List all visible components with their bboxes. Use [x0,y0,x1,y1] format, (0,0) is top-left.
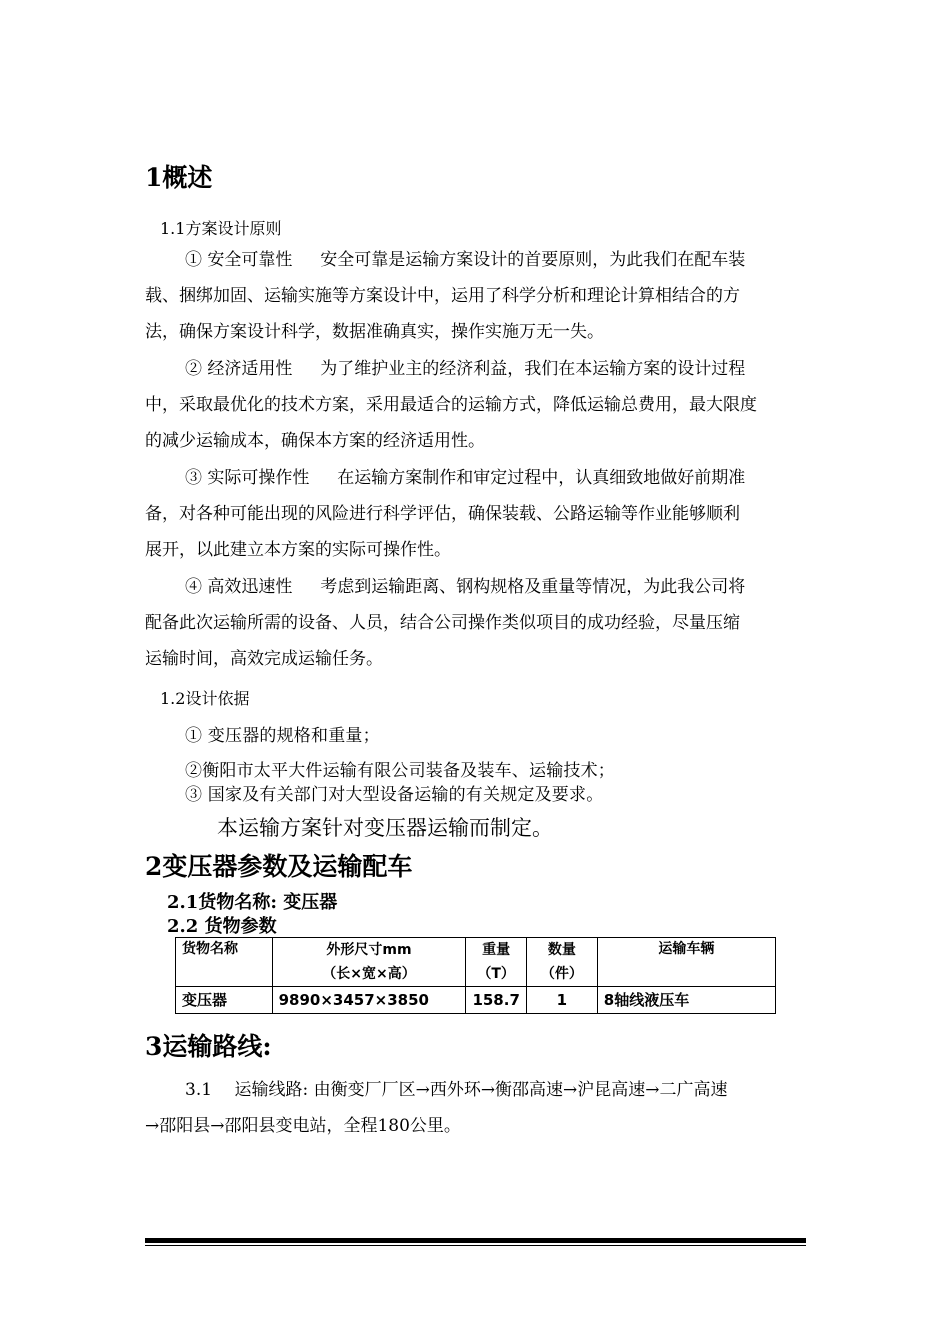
subsection-1-1-title: 1.1方案设计原则 [160,219,282,238]
paragraph-line: ④ 高效迅速性 考虑到运输距离、钢构规格及重量等情况，为此我公司将 [185,577,746,597]
principle-operability-paragraph [145,460,810,568]
paragraph-line: 的减少运输成本，确保本方案的经济适用性。 [145,431,485,451]
footer-rule-thin [145,1245,806,1246]
section-3-title: 3运输路线: [145,1032,272,1061]
paragraph-line: 载、捆绑加固、运输实施等方案设计中，运用了科学分析和理论计算相结合的方 [145,286,740,306]
paragraph-line: 中，采取最优化的技术方案，采用最适合的运输方式，降低运输总费用，最大限度 [145,395,757,415]
header-cell: 运输车辆 [597,938,775,987]
paragraph-line: ① 安全可靠性 安全可靠是运输方案设计的首要原则，为此我们在配车装 [185,250,746,270]
table-header-row [176,938,776,987]
table-cell: 8轴线液压车 [597,987,775,1014]
table-row [176,987,776,1014]
header-cell: 重量 （T） [466,938,526,987]
principle-efficiency-paragraph [145,569,810,677]
paragraph-line: 运输时间，高效完成运输任务。 [145,649,383,669]
table-cell: 9890×3457×3850 [272,987,466,1014]
header-cell: 数量 （件） [526,938,597,987]
paragraph-line: 配备此次运输所需的设备、人员，结合公司操作类似项目的成功经验，尽量压缩 [145,613,740,633]
footer-rule-thick [145,1238,806,1243]
paragraph-line: 展开，以此建立本方案的实际可操作性。 [145,540,451,560]
table-cell: 1 [526,987,597,1014]
paragraph-line: ② 经济适用性 为了维护业主的经济利益，我们在本运输方案的设计过程 [185,359,746,379]
paragraph-line: ③ 实际可操作性 在运输方案制作和审定过程中，认真细致地做好前期准 [185,468,746,488]
subsection-1-2-title: 1.2设计依据 [160,689,250,708]
paragraph-line: 法，确保方案设计科学，数据准确真实，操作实施万无一失。 [145,322,604,342]
header-cell: 货物名称 [176,938,273,987]
subsection-2-2-title: 2.2 货物参数 [167,916,277,937]
table-cell: 158.7 [466,987,526,1014]
section-1-title: 1概述 [145,163,213,192]
cargo-parameters-table [175,937,776,1014]
principle-safety-paragraph [145,242,810,350]
table-cell: 变压器 [176,987,273,1014]
plan-note: 本运输方案针对变压器运输而制定。 [217,816,553,840]
basis-item: ① 变压器的规格和重量； [185,726,380,746]
header-cell: 外形尺寸mm （长×宽×高） [272,938,466,987]
subsection-2-1-title: 2.1货物名称: 变压器 [167,892,338,913]
section-2-title: 2变压器参数及运输配车 [145,852,413,881]
route-paragraph [145,1072,810,1144]
paragraph-line: 3.1 运输线路: 由衡变厂厂区→西外环→衡邵高速→沪昆高速→二广高速 [185,1080,728,1100]
paragraph-line: →邵阳县→邵阳县变电站，全程180公里。 [145,1116,461,1136]
principle-economy-paragraph [145,351,810,459]
paragraph-line: 备，对各种可能出现的风险进行科学评估，确保装载、公路运输等作业能够顺利 [145,504,740,524]
basis-item: ③ 国家及有关部门对大型设备运输的有关规定及要求。 [185,785,604,805]
basis-item: ②衡阳市太平大件运输有限公司装备及装车、运输技术； [185,761,615,781]
